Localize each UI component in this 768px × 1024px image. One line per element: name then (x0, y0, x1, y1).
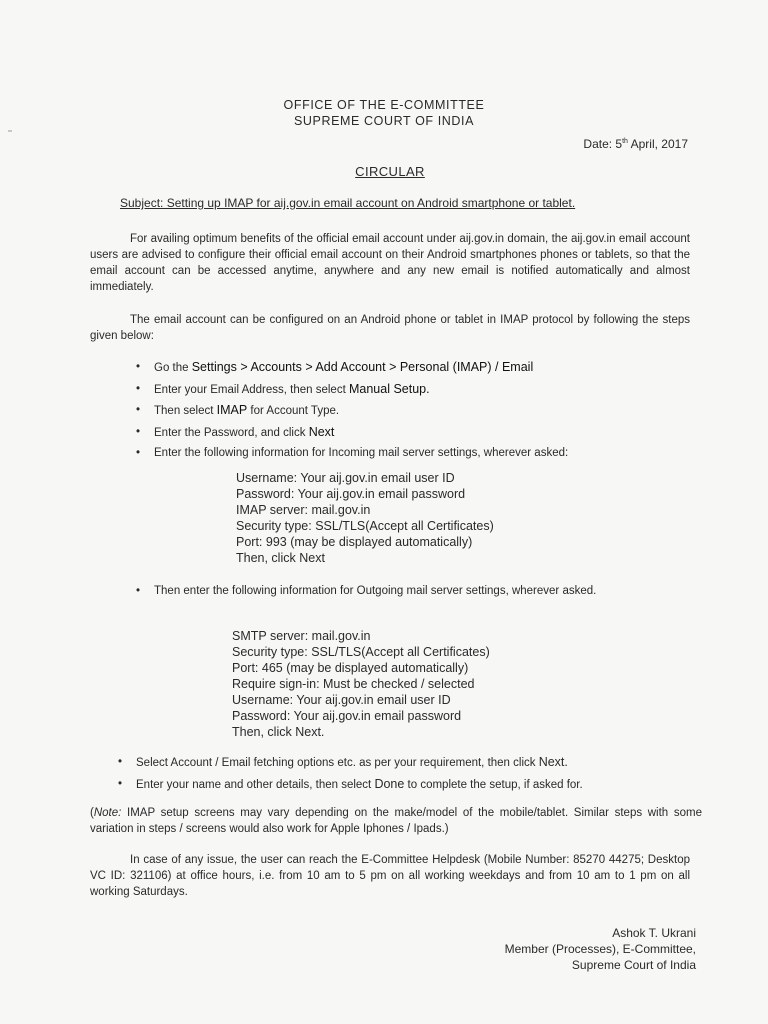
office-name: OFFICE OF THE E-COMMITTEE (283, 98, 485, 112)
list-item: • Enter your name and other details, then select Done to complete the setup, if asked for. (114, 774, 704, 796)
outgoing-step-list (132, 580, 672, 602)
helpdesk-paragraph: In case of any issue, the user can reach the E-Committee Helpdesk (Mobile Number: 85270 44275; Desktop VC ID: 321106) at office hours, i.e. from 10 am to 5 pm on all working weekdays and from 10 am to 1 pm on all working Saturdays. (90, 854, 690, 898)
outgoing-settings: SMTP server: mail.gov.in Security type: SSL/TLS(Accept all Certificates) Port: 465 (may be displayed automatically) Require sign-in: Must be checked / selected Username: Your aij.gov.in email user ID Password: Your aij.gov.in email password Then, click Next. (232, 629, 490, 739)
letterhead (0, 97, 768, 129)
list-item: • Then enter the following information for Outgoing mail server settings, wherever asked. (132, 580, 672, 602)
list-item: • Select Account / Email fetching options etc. as per your requirement, then click Next. (114, 752, 704, 774)
signatory-org: Supreme Court of India (571, 958, 696, 972)
signature-block (505, 925, 696, 973)
circular-title: CIRCULAR (355, 164, 425, 179)
incoming-settings: Username: Your aij.gov.in email user ID Password: Your aij.gov.in email password IMAP server: mail.gov.in Security type: SSL/TLS(Accept all Certificates) Port: 993 (may be displayed automatically) Then, click Next (236, 471, 494, 565)
list-item: • Go the Settings > Accounts > Add Account > Personal (IMAP) / Email (132, 357, 692, 379)
signatory-title: Member (Processes), E-Committee, (504, 942, 696, 956)
list-item: • Enter your Email Address, then select Manual Setup. (132, 379, 692, 401)
note-paragraph: (Note: IMAP setup screens may vary depending on the make/model of the mobile/tablet. Similar steps with some variation in steps / screens would also work for Apple Iphones / Ipads.) (90, 807, 702, 835)
list-item: • Enter the Password, and click Next (132, 422, 692, 444)
setup-steps-list (132, 357, 692, 464)
list-item: • Enter the following information for Incoming mail server settings, wherever asked: (132, 443, 692, 464)
list-item: • Then select IMAP for Account Type. (132, 400, 692, 422)
circular-date: Date: 5th April, 2017 (583, 137, 688, 151)
court-name: SUPREME COURT OF INDIA (293, 114, 475, 128)
final-steps-list (114, 752, 704, 795)
signatory-name: Ashok T. Ukrani (612, 926, 696, 940)
instructions-paragraph: The email account can be configured on an Android phone or tablet in IMAP protocol by following the steps given below: (90, 314, 690, 342)
intro-paragraph: For availing optimum benefits of the official email account under aij.gov.in domain, the aij.gov.in email account users are advised to configure their official email account on their Android smartphones phones or tablets, so that the email account can be accessed anytime, anywhere and any new email is notified automatically and almost immediately. (90, 233, 690, 293)
scan-speck (8, 130, 12, 132)
subject-line: Subject: Setting up IMAP for aij.gov.in email account on Android smartphone or tablet. (120, 196, 576, 210)
